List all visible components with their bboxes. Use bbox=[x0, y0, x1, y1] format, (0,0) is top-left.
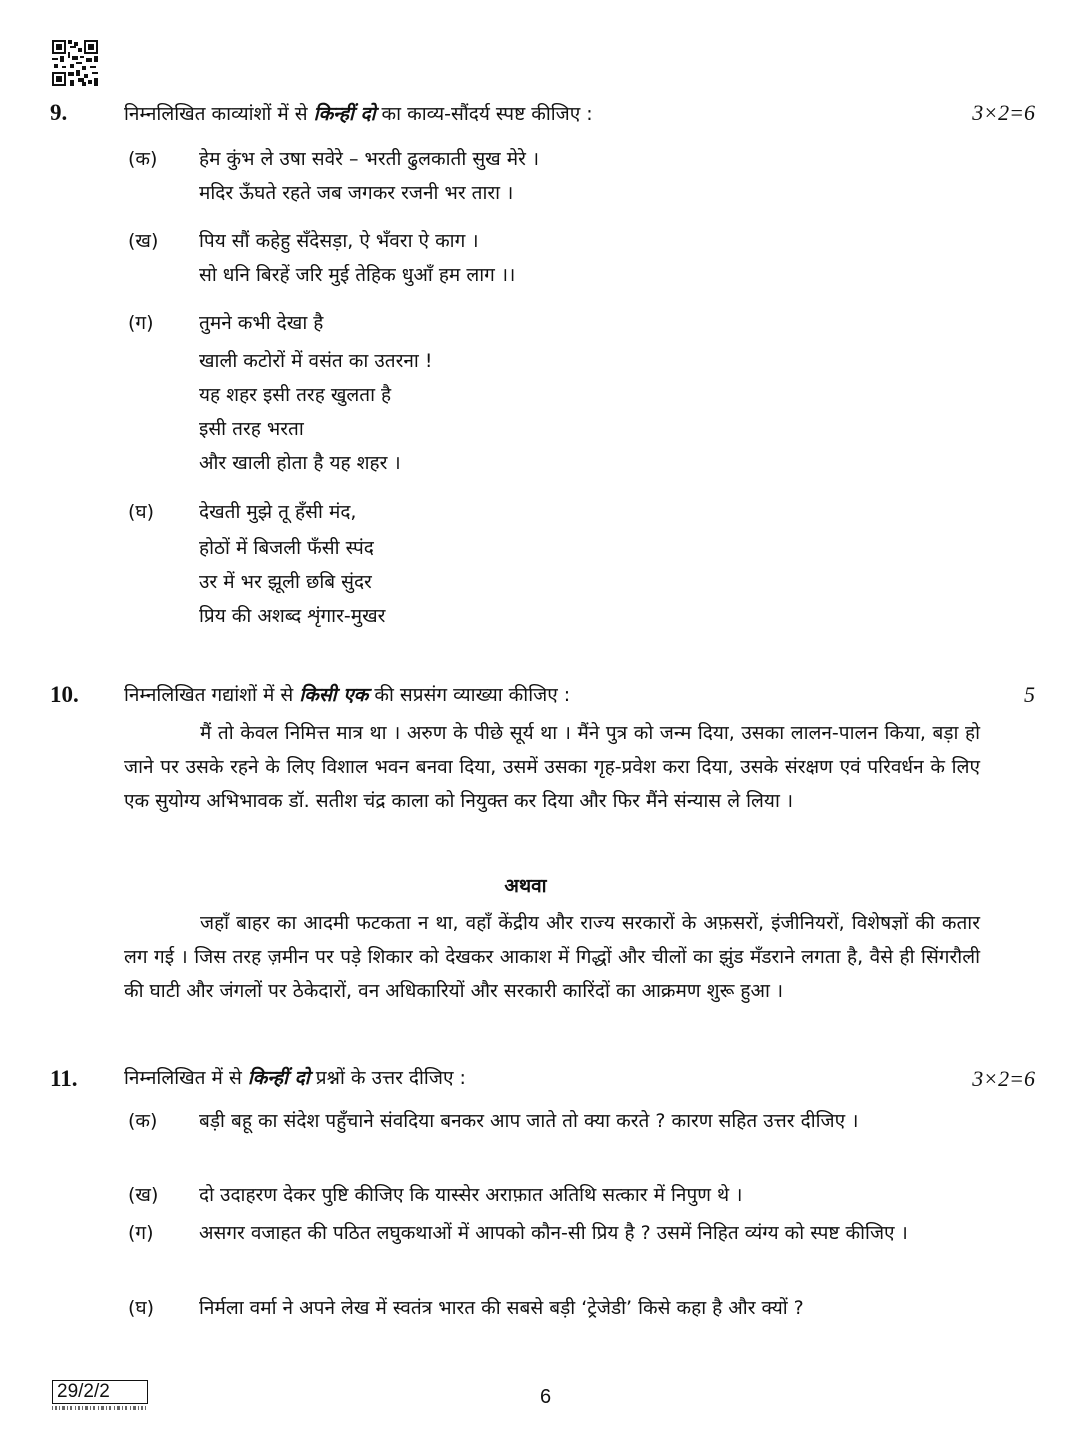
question-10-number: 10. bbox=[50, 682, 79, 707]
paper-code: 29/2/2 bbox=[52, 1380, 148, 1404]
q9-part-ga-label: (ग) bbox=[128, 312, 154, 334]
q11-part-gha-label: (घ) bbox=[128, 1297, 155, 1319]
question-11-marks: 3×2=6 bbox=[972, 1066, 1035, 1091]
question-9-emphasis: किन्हीं दो bbox=[313, 103, 376, 125]
qr-code bbox=[52, 40, 98, 86]
q11-part-gha-text: निर्मला वर्मा ने अपने लेख में स्वतंत्र भारत की सबसे बड़ी ‘ट्रेजेडी’ किसे कहा है और क्यों ? bbox=[199, 1297, 804, 1319]
q11-part-ga-text: असगर वजाहत की पठित लघुकथाओं में आपको कौन-सी प्रिय है ? उसमें निहित व्यंग्य को स्पष्ट कीजिए । bbox=[199, 1222, 908, 1244]
question-9-text: निम्नलिखित काव्यांशों में से किन्हीं दो का काव्य-सौंदर्य स्पष्ट कीजिए : bbox=[124, 103, 593, 125]
q11-part-kha-label: (ख) bbox=[128, 1184, 159, 1206]
q11-part-ka-text: बड़ी बहू का संदेश पहुँचाने संवदिया बनकर आप जाते तो क्या करते ? कारण सहित उत्तर दीजिए । bbox=[199, 1110, 859, 1132]
question-11-number: 11. bbox=[50, 1066, 78, 1091]
question-10-text: निम्नलिखित गद्यांशों में से किसी एक की सप्रसंग व्याख्या कीजिए : bbox=[124, 684, 571, 706]
q10-passage-1: मैं तो केवल निमित्त मात्र था । अरुण के पीछे सूर्य था । मैंने पुत्र को जन्म दिया, उसका लालन-पालन किया, बड़ा हो जाने पर उसके रहने के लिए विशाल भवन बनवा दिया, उसमें उसका गृह-प्रवेश करा दिया, उसके संरक्षण एवं परिवर्धन के लिए एक सुयोग्य अभिभावक डॉ. सतीश चंद्र काला को नियुक्त कर दिया और फिर मैंने संन्यास ले लिया । bbox=[124, 722, 980, 812]
q9-part-ka-verse: हेम कुंभ ले उषा सवेरे – भरती ढुलकाती सुख मेरे । मदिर ऊँघते रहते जब जगकर रजनी भर तारा । bbox=[199, 148, 540, 204]
q11-part-kha-text: दो उदाहरण देकर पुष्टि कीजिए कि यास्सेर अराफ़ात अतिथि सत्कार में निपुण थे । bbox=[199, 1184, 743, 1206]
q11-part-ka-label: (क) bbox=[128, 1110, 158, 1132]
question-9-number: 9. bbox=[50, 100, 68, 125]
q9-part-ga-verse: तुमने कभी देखा है खाली कटोरों में वसंत का उतरना ! यह शहर इसी तरह खुलता है इसी तरह भरता और खाली होता है यह शहर । bbox=[199, 312, 433, 474]
question-10-emphasis: किसी एक bbox=[299, 684, 369, 706]
q11-part-ga-label: (ग) bbox=[128, 1222, 154, 1244]
q10-athva-heading: अथवा bbox=[504, 875, 547, 897]
q9-part-kha-label: (ख) bbox=[128, 230, 159, 252]
question-11-text: निम्नलिखित में से किन्हीं दो प्रश्नों के उत्तर दीजिए : bbox=[124, 1067, 466, 1089]
q9-part-gha-label: (घ) bbox=[128, 501, 155, 523]
question-9-marks: 3×2=6 bbox=[972, 100, 1035, 125]
q9-part-kha-verse: पिय सौं कहेहु सँदेसड़ा, ऐ भँवरा ऐ काग । सो धनि बिरहें जरि मुई तेहिक धुआँ हम लाग ।। bbox=[199, 230, 516, 286]
q10-passage-2: जहाँ बाहर का आदमी फटकता न था, वहाँ केंद्रीय और राज्य सरकारों के अफ़सरों, इंजीनियरों, विशेषज्ञों की कतार लग गई । जिस तरह ज़मीन पर पड़े शिकार को देखकर आकाश में गिद्धों और चीलों का झुंड मँडराने लगता है, वैसे ही सिंगरौली की घाटी और जंगलों पर ठेकेदारों, वन अधिकारियों और सरकारी कारिंदों का आक्रमण शुरू हुआ । bbox=[124, 912, 980, 1002]
q9-part-gha-verse: देखती मुझे तू हँसी मंद, होठों में बिजली फँसी स्पंद उर में भर झूली छबि सुंदर प्रिय की अशब्द शृंगार-मुखर bbox=[199, 501, 386, 627]
question-11-emphasis: किन्हीं दो bbox=[247, 1067, 310, 1089]
q9-part-ka-label: (क) bbox=[128, 148, 158, 170]
page-number: 6 bbox=[539, 1386, 552, 1408]
question-10-marks: 5 bbox=[1024, 682, 1035, 707]
